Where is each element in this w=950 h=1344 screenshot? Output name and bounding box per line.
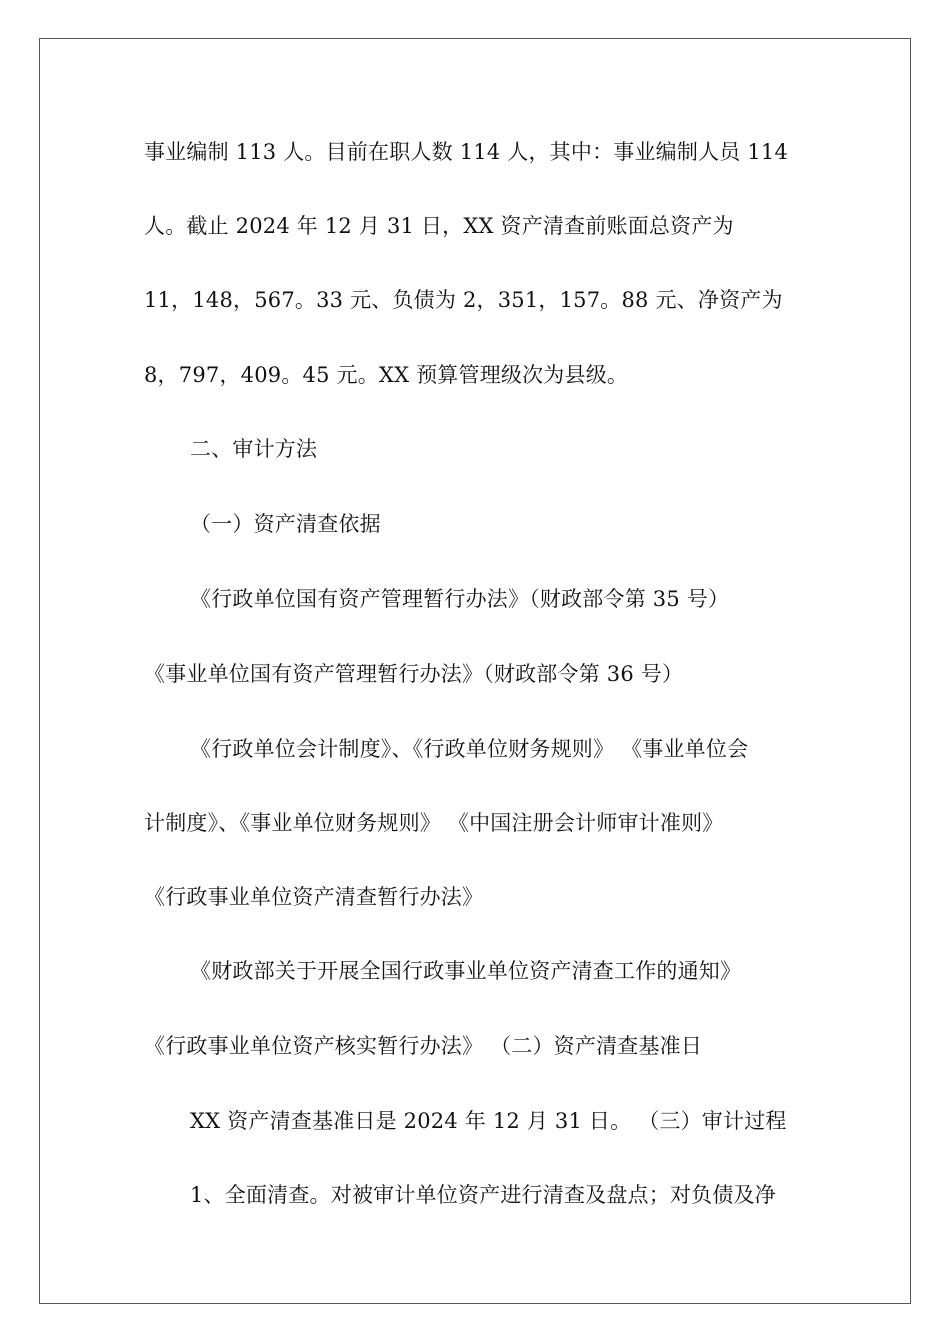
body-line-8: 《事业单位国有资产管理暂行办法》（财政部令第 36 号） — [144, 662, 684, 686]
body-line-10: 计制度》、《事业单位财务规则》 《中国注册会计师审计准则》 — [144, 811, 724, 835]
body-line-11: 《行政事业单位资产清查暂行办法》 — [144, 885, 484, 909]
body-line-9: 《行政单位会计制度》、《行政单位财务规则》 《事业单位会 — [190, 737, 749, 761]
body-line-14: XX 资产清查基准日是 2024 年 12 月 31 日。 （三）审计过程 — [190, 1109, 787, 1133]
body-line-13: 《行政事业单位资产核实暂行办法》 （二）资产清查基准日 — [144, 1034, 703, 1058]
section-heading-audit-method: 二、审计方法 — [190, 437, 318, 461]
body-line-4: 8，797，409。45 元。XX 预算管理级次为县级。 — [144, 363, 629, 387]
body-line-15: 1、全面清查。对被审计单位资产进行清查及盘点；对负债及净 — [190, 1183, 776, 1207]
subsection-heading-basis: （一）资产清查依据 — [190, 512, 381, 536]
body-line-3: 11，148，567。33 元、负债为 2，351，157。88 元、净资产为 — [144, 288, 783, 312]
body-line-1: 事业编制 113 人。目前在职人数 114 人，其中：事业编制人员 114 — [144, 140, 789, 164]
body-line-7: 《行政单位国有资产管理暂行办法》（财政部令第 35 号） — [190, 587, 730, 611]
body-line-12: 《财政部关于开展全国行政事业单位资产清查工作的通知》 — [190, 959, 742, 983]
body-line-2: 人。截止 2024 年 12 月 31 日，XX 资产清查前账面总资产为 — [144, 214, 734, 238]
